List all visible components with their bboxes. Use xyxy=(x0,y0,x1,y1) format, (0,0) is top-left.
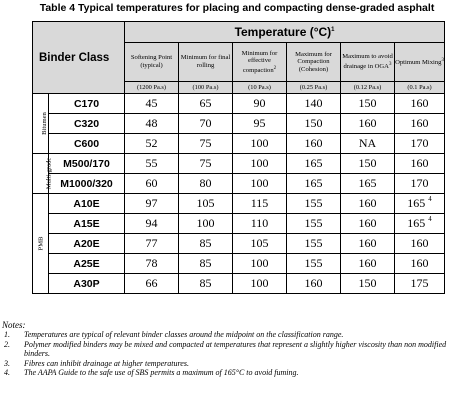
value-cell: 100 xyxy=(233,154,287,174)
value-cell: 160 xyxy=(395,154,445,174)
value-cell: 95 xyxy=(233,114,287,134)
column-header: Minimum for effective compaction$^2$ xyxy=(233,43,287,82)
value-cell: 65 xyxy=(179,94,233,114)
note-item xyxy=(2,368,472,377)
value-cell: 160 xyxy=(395,114,445,134)
binder-class-cell: A15E xyxy=(49,214,125,234)
value-cell: 66 xyxy=(125,274,179,294)
value-cell: 150 xyxy=(287,114,341,134)
column-unit: (0.12 Pa.s) xyxy=(341,82,395,94)
value-cell: 150 xyxy=(341,154,395,174)
binder-class-cell: C320 xyxy=(49,114,125,134)
note-number: 3. xyxy=(4,358,10,368)
note-text: Fibres can inhibit drainage at higher temperatures. xyxy=(24,358,189,368)
binder-class-cell: C600 xyxy=(49,134,125,154)
value-cell: 160 xyxy=(395,234,445,254)
value-cell: 100 xyxy=(233,174,287,194)
notes-section xyxy=(2,321,472,377)
note-text: The AAPA Guide to the safe use of SBS permits a maximum of 165°C to avoid fuming. xyxy=(24,368,299,378)
column-unit: (100 Pa.s) xyxy=(179,82,233,94)
value-cell: 100 xyxy=(233,274,287,294)
binder-class-cell: M500/170 xyxy=(49,154,125,174)
value-cell: 90 xyxy=(233,94,287,114)
value-cell: 165 xyxy=(341,174,395,194)
temperature-header: Temperature $(^\circ C)^1$ xyxy=(125,22,445,43)
binder-class-cell: A25E xyxy=(49,254,125,274)
note-number: 2. xyxy=(4,339,10,349)
footnote-ref: 4 xyxy=(428,215,432,223)
value-cell: 105 xyxy=(179,194,233,214)
value-cell: 97 xyxy=(125,194,179,214)
note-number: 1. xyxy=(4,330,10,340)
notes-title: Notes: xyxy=(2,320,26,330)
value-cell: 100 xyxy=(179,214,233,234)
value-cell: 85 xyxy=(179,254,233,274)
table-row xyxy=(33,134,445,154)
table-row xyxy=(33,274,445,294)
value-cell: 140 xyxy=(287,94,341,114)
column-unit: (1200 Pa.s) xyxy=(125,82,179,94)
value-cell: 175 xyxy=(395,274,445,294)
value-cell: 155 xyxy=(287,194,341,214)
table-caption: Table 4 Typical temperatures for placing and compacting dense-graded asphalt xyxy=(39,2,435,14)
column-header: Maximum for Compaction (Cohesion) xyxy=(287,43,341,82)
table-row xyxy=(33,214,445,234)
value-cell: 75 xyxy=(179,134,233,154)
value-cell: 165 xyxy=(287,174,341,194)
value-cell: 160 xyxy=(287,134,341,154)
value-cell: 160 xyxy=(341,234,395,254)
value-cell: NA xyxy=(341,134,395,154)
binder-class-cell: A20E xyxy=(49,234,125,254)
value-cell: 115 xyxy=(233,194,287,214)
column-header: Optimum Mixing$^3$ xyxy=(395,43,445,82)
binder-class-header: Binder Class xyxy=(33,22,125,94)
binder-class-cell: M1000/320 xyxy=(49,174,125,194)
note-text: Temperatures are typical of relevant binder classes around the midpoint on the classification range. xyxy=(24,330,344,340)
value-cell: 77 xyxy=(125,234,179,254)
table-row xyxy=(33,194,445,214)
binder-class-cell: C170 xyxy=(49,94,125,114)
binder-class-cell: A10E xyxy=(49,194,125,214)
table-row xyxy=(33,94,445,114)
value-cell: 70 xyxy=(179,114,233,134)
group-label-pmb: PMB xyxy=(33,194,49,294)
column-unit: (0.1 Pa.s) xyxy=(395,82,445,94)
column-unit: (10 Pa.s) xyxy=(233,82,287,94)
note-item xyxy=(2,359,472,368)
binder-class-cell: A30P xyxy=(49,274,125,294)
value-cell: 100 xyxy=(233,254,287,274)
table-row xyxy=(33,254,445,274)
value-cell: 55 xyxy=(125,154,179,174)
value-cell: 170 xyxy=(395,174,445,194)
value-cell: 160 xyxy=(341,214,395,234)
column-unit: (0.25 Pa.s) xyxy=(287,82,341,94)
table-row xyxy=(33,174,445,194)
value-cell: 48 xyxy=(125,114,179,134)
value-cell: 155 xyxy=(287,214,341,234)
value-cell: 75 xyxy=(179,154,233,174)
note-item xyxy=(2,340,472,359)
value-cell: 105 xyxy=(233,234,287,254)
value-cell: 110 xyxy=(233,214,287,234)
value-cell: 160 xyxy=(341,114,395,134)
group-label-multigrade: Multi-grade xyxy=(33,154,49,194)
value-cell: 78 xyxy=(125,254,179,274)
column-header: Minimum for final rolling xyxy=(179,43,233,82)
value-cell: 52 xyxy=(125,134,179,154)
column-header: Softening Point (typical) xyxy=(125,43,179,82)
value-cell: 150 xyxy=(341,274,395,294)
value-cell: 60 xyxy=(125,174,179,194)
value-cell: 100 xyxy=(233,134,287,154)
value-cell: 160 xyxy=(395,254,445,274)
table-row xyxy=(33,154,445,174)
value-cell: 160 xyxy=(287,274,341,294)
value-cell: 170 xyxy=(395,134,445,154)
value-cell: 160 xyxy=(341,194,395,214)
value-cell: 155 xyxy=(287,234,341,254)
value-cell: 85 xyxy=(179,274,233,294)
note-text: Polymer modified binders may be mixed and compacted at temperatures that represent a slightly higher viscosity than non modified binders. xyxy=(24,339,447,359)
column-header: Maximum to avoid drainage in OGA$^3$ xyxy=(341,43,395,82)
table-row xyxy=(33,114,445,134)
table-row xyxy=(33,234,445,254)
value-cell: 165 $^4$ xyxy=(395,214,445,234)
value-cell: 165 $^4$ xyxy=(395,194,445,214)
group-label-bitumen: Bitumen xyxy=(33,94,49,154)
value-cell: 165 xyxy=(287,154,341,174)
footnote-ref: 4 xyxy=(428,195,432,203)
value-cell: 160 xyxy=(341,254,395,274)
note-item xyxy=(2,330,472,339)
value-cell: 94 xyxy=(125,214,179,234)
value-cell: 155 xyxy=(287,254,341,274)
value-cell: 80 xyxy=(179,174,233,194)
value-cell: 160 xyxy=(395,94,445,114)
temperature-table xyxy=(32,21,445,294)
value-cell: 150 xyxy=(341,94,395,114)
value-cell: 85 xyxy=(179,234,233,254)
value-cell: 45 xyxy=(125,94,179,114)
note-number: 4. xyxy=(4,368,10,378)
